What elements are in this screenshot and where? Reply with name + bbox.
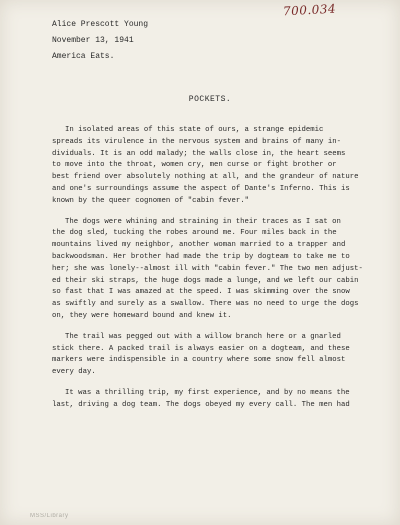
- text-line: her; she was lonely--almost ill with "cabin fever." The two men adjust-: [52, 264, 363, 273]
- text-line: so fast that I was amazed at the speed. I was skimming over the snow: [52, 288, 350, 297]
- text-line: stick there. A packed trail is always easier on a dogteam, and these: [52, 344, 350, 353]
- series-title: America Eats.: [52, 52, 115, 61]
- document-header: [52, 17, 148, 65]
- body-text: [52, 125, 382, 421]
- text-line: every day.: [52, 368, 96, 377]
- text-line: markers were indispensible in a country where some snow fell almost: [52, 356, 346, 365]
- document-title: POCKETS.: [188, 95, 232, 104]
- document-date: November 13, 1941: [52, 36, 134, 45]
- text-line: and one's surroundings assume the aspect of Dante's Inferno. This is: [52, 184, 350, 193]
- text-line: last, driving a dog team. The dogs obeyed my every call. The men had: [52, 400, 350, 409]
- text-line: known by the queer cognomen of "cabin fever.": [52, 196, 250, 205]
- paragraph: [52, 217, 382, 323]
- text-line: In isolated areas of this state of ours, a strange epidemic: [65, 126, 324, 134]
- text-line: ed their ski straps, the huge dogs made a lunge, and we left our cabin: [52, 276, 359, 285]
- paragraph: [52, 388, 382, 412]
- archive-stamp: MSS/Library: [30, 513, 69, 519]
- paragraph: [52, 332, 382, 379]
- text-line: backwoodsman. Her brother had made the trip by dogteam to take me to: [52, 252, 350, 261]
- text-line: to move into the throat, women cry, men curse or fight brother or: [52, 161, 337, 170]
- text-line: spreads its virulence in the nervous system and brains of many in-: [52, 137, 342, 146]
- text-line: The trail was pegged out with a willow branch here or a gnarled: [65, 332, 341, 341]
- text-line: dividuals. It is an odd malady; the walls close in, the heart seems: [52, 149, 346, 158]
- text-line: on, they were homeward bound and knew it.: [52, 311, 232, 320]
- handwritten-file-number: 700.034: [282, 1, 337, 19]
- paragraph: [52, 125, 382, 208]
- text-line: the dog sled, tucking the robes around me. Four miles back in the: [52, 229, 337, 238]
- author-name: Alice Prescott Young: [52, 20, 149, 29]
- text-line: mountains lived my neighbor, another woman married to a trapper and: [52, 241, 346, 250]
- text-line: It was a thrilling trip, my first experience, and by no means the: [65, 388, 350, 397]
- text-line: best friend over absolutely nothing at all, and the grandeur of nature: [52, 173, 359, 182]
- text-line: as swiftly and surely as a swallow. There was no need to urge the dogs: [52, 300, 359, 309]
- text-line: The dogs were whining and straining in their traces as I sat on: [65, 217, 341, 226]
